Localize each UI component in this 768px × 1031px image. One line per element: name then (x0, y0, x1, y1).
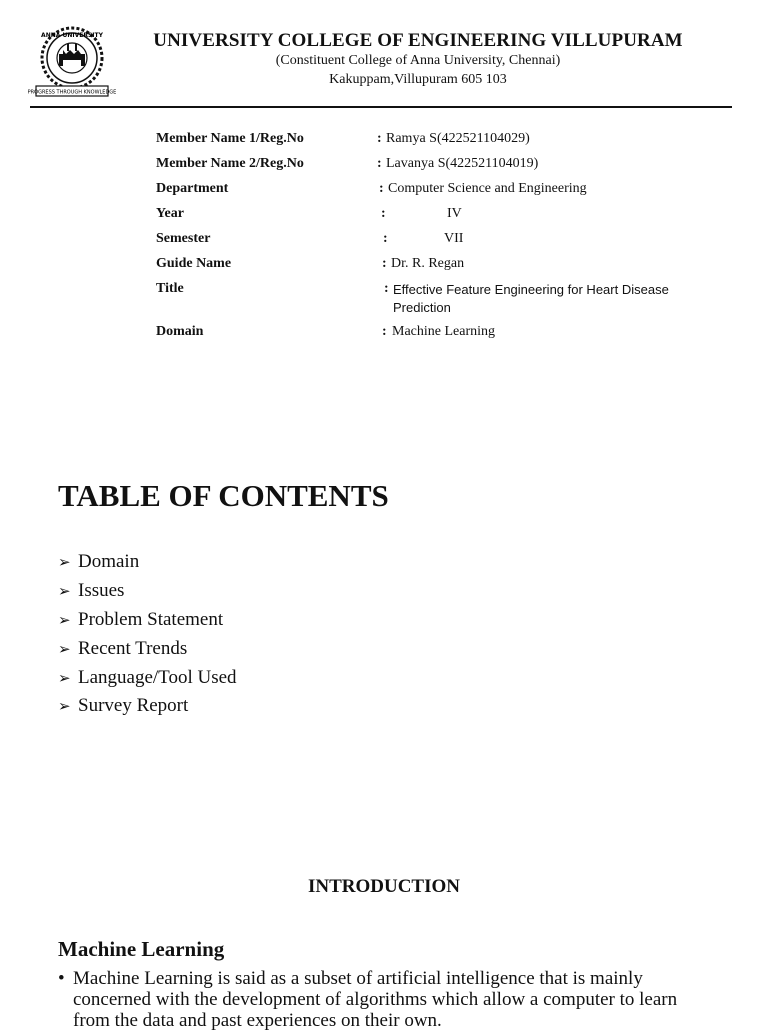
detail-value: Ramya S(422521104029) (386, 131, 530, 146)
colon: : (377, 156, 382, 171)
college-address: Kakuppam,Villupuram 605 103 (329, 72, 507, 87)
toc-list (58, 548, 237, 721)
title-line-1: Effective Feature Engineering for Heart Disease (393, 282, 669, 297)
detail-label: Member Name 1/Reg.No (156, 131, 304, 146)
colon: : (381, 206, 386, 221)
header-divider (30, 106, 732, 108)
arrow-bullet-icon: ➢ (58, 582, 71, 601)
arrow-bullet-icon: ➢ (58, 610, 71, 629)
colon: : (384, 281, 389, 296)
toc-item (58, 606, 237, 635)
colon: : (383, 231, 388, 246)
introduction-bullet (58, 968, 708, 1031)
detail-value: Machine Learning (392, 324, 496, 339)
detail-label: Member Name 2/Reg.No (156, 156, 304, 171)
detail-value: IV (447, 206, 462, 221)
introduction-bullet-text: Machine Learning is said as a subset of artificial intelligence that is mainly concerned with the development of algorithms which allow a computer to learn from the data and past experiences on their own. (73, 968, 678, 1031)
arrow-bullet-icon: ➢ (58, 697, 71, 716)
toc-item-label: Language/Tool Used (78, 666, 237, 688)
toc-item (58, 548, 237, 577)
college-subtitle: (Constituent College of Anna University, Chennai) (275, 53, 561, 68)
svg-text:ANNA UNIVERSITY: ANNA UNIVERSITY (41, 32, 103, 39)
machine-learning-heading: Machine Learning (58, 937, 225, 961)
toc-item (58, 634, 237, 663)
detail-label: Year (156, 206, 184, 221)
bullet-dot-icon: • (58, 968, 65, 989)
arrow-bullet-icon: ➢ (58, 639, 71, 658)
toc-item (58, 663, 237, 692)
toc-item-label: Recent Trends (78, 637, 188, 659)
detail-value: Dr. R. Regan (391, 256, 465, 271)
detail-value: Lavanya S(422521104019) (386, 156, 539, 171)
toc-heading: TABLE OF CONTENTS (58, 478, 389, 513)
colon: : (382, 256, 387, 271)
arrow-bullet-icon: ➢ (58, 668, 71, 687)
svg-text:PROGRESS THROUGH KNOWLEDGE: PROGRESS THROUGH KNOWLEDGE (27, 89, 117, 96)
colon: : (379, 181, 384, 196)
toc-item-label: Domain (78, 551, 140, 573)
title-line-2: Prediction (393, 300, 451, 315)
toc-item-label: Issues (78, 580, 125, 602)
detail-value: VII (444, 231, 464, 246)
toc-item (58, 692, 237, 721)
colon: : (382, 324, 387, 339)
detail-label: Semester (156, 231, 211, 246)
toc-item-label: Problem Statement (78, 608, 224, 630)
colon: : (377, 131, 382, 146)
introduction-heading: INTRODUCTION (307, 876, 461, 897)
detail-label: Domain (156, 324, 204, 339)
toc-item (58, 577, 237, 606)
toc-item-label: Survey Report (78, 695, 189, 717)
detail-value: Computer Science and Engineering (388, 181, 587, 196)
detail-label: Title (156, 281, 184, 296)
detail-label: Department (156, 181, 229, 196)
detail-label: Guide Name (156, 256, 232, 271)
university-logo (27, 24, 117, 100)
college-title: UNIVERSITY COLLEGE OF ENGINEERING VILLUPURAM (153, 30, 683, 51)
arrow-bullet-icon: ➢ (58, 553, 71, 572)
detail-value (393, 281, 693, 317)
